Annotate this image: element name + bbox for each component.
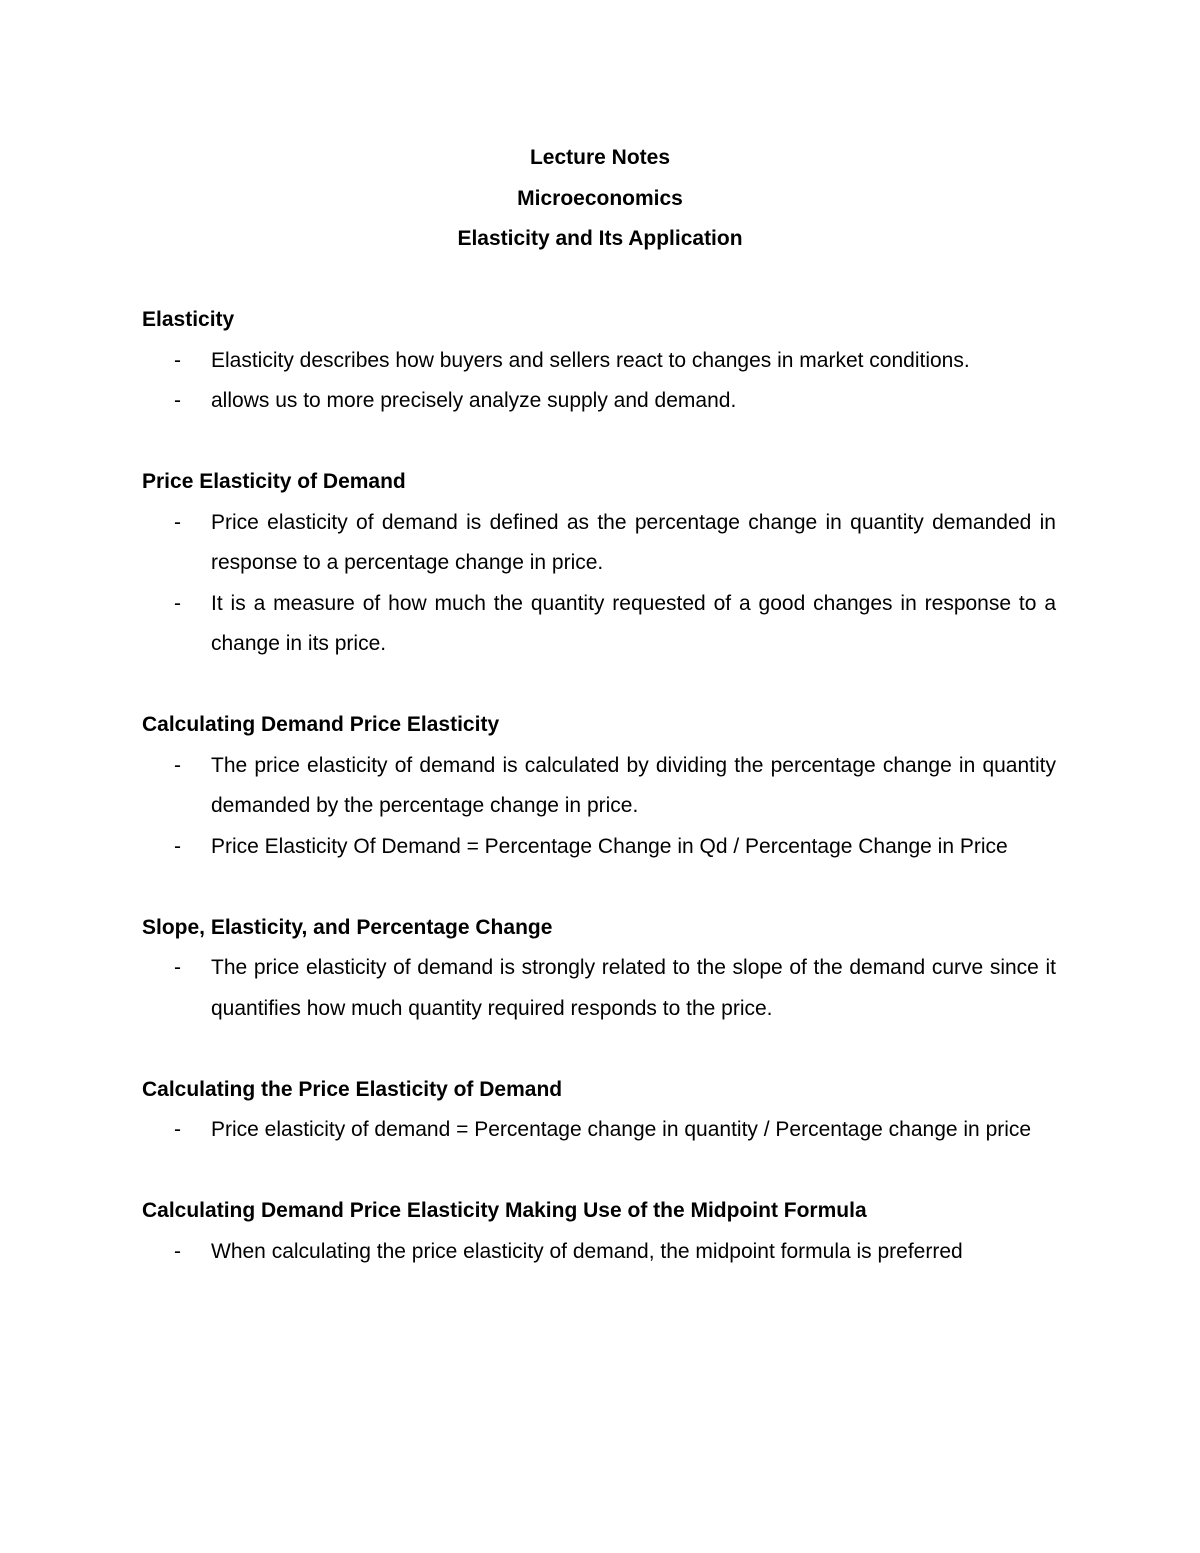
bullet-item (142, 1110, 1056, 1151)
bullet-item (142, 948, 1056, 1029)
bullet-item (142, 503, 1056, 584)
section-price-elasticity-of-demand (142, 462, 1056, 665)
dash-marker: - (174, 591, 181, 615)
section-calculating-the-price-elasticity (142, 1070, 1056, 1151)
doc-topic: Elasticity and Its Application (457, 227, 743, 250)
bullet-item (142, 1232, 1056, 1273)
dash-marker: - (174, 510, 181, 534)
bullet-text: Price elasticity of demand is defined as the percentage change in quantity demanded in response to a percentage change in price. (211, 510, 1056, 574)
bullet-text: Price elasticity of demand = Percentage change in quantity / Percentage change in price (211, 1118, 1032, 1141)
section-calculating-demand-price-elasticity (142, 705, 1056, 867)
bullet-text: The price elasticity of demand is calculated by dividing the percentage change in quantity demanded by the percentage change in price. (211, 753, 1056, 817)
bullet-item (142, 827, 1056, 868)
section-heading: Price Elasticity of Demand (142, 470, 406, 493)
dash-marker: - (174, 753, 181, 777)
section-heading: Slope, Elasticity, and Percentage Change (142, 915, 553, 939)
doc-subject: Microeconomics (517, 186, 683, 210)
bullet-item (142, 584, 1056, 665)
bullet-text: Price Elasticity Of Demand = Percentage Change in Qd / Percentage Change in Price (211, 834, 1008, 858)
document-body (142, 300, 1056, 1313)
bullet-text: The price elasticity of demand is strongly related to the slope of the demand curve since it quantifies how much quantity required responds to the price. (211, 956, 1056, 1020)
bullet-text: allows us to more precisely analyze supply and demand. (211, 389, 737, 412)
dash-marker: - (174, 956, 181, 979)
section-slope-elasticity-percentage-change (142, 908, 1056, 1030)
section-midpoint-formula (142, 1191, 1056, 1272)
section-elasticity (142, 300, 1056, 422)
section-heading: Calculating Demand Price Elasticity (142, 713, 500, 736)
section-heading: Calculating the Price Elasticity of Demand (142, 1077, 563, 1101)
dash-marker: - (174, 389, 181, 412)
section-heading: Calculating Demand Price Elasticity Making Use of the Midpoint Formula (142, 1199, 867, 1222)
dash-marker: - (174, 834, 181, 858)
bullet-item (142, 746, 1056, 827)
bullet-text: When calculating the price elasticity of demand, the midpoint formula is preferred (211, 1239, 963, 1263)
dash-marker: - (174, 1118, 181, 1141)
title-block (0, 138, 1200, 260)
bullet-text: It is a measure of how much the quantity requested of a good changes in response to a change in its price. (211, 591, 1056, 655)
dash-marker: - (174, 1239, 181, 1263)
bullet-item (142, 381, 1056, 422)
section-heading: Elasticity (142, 308, 235, 331)
bullet-item (142, 341, 1056, 382)
doc-title: Lecture Notes (529, 146, 671, 169)
bullet-text: Elasticity describes how buyers and sellers react to changes in market conditions. (211, 348, 970, 372)
dash-marker: - (174, 348, 181, 372)
